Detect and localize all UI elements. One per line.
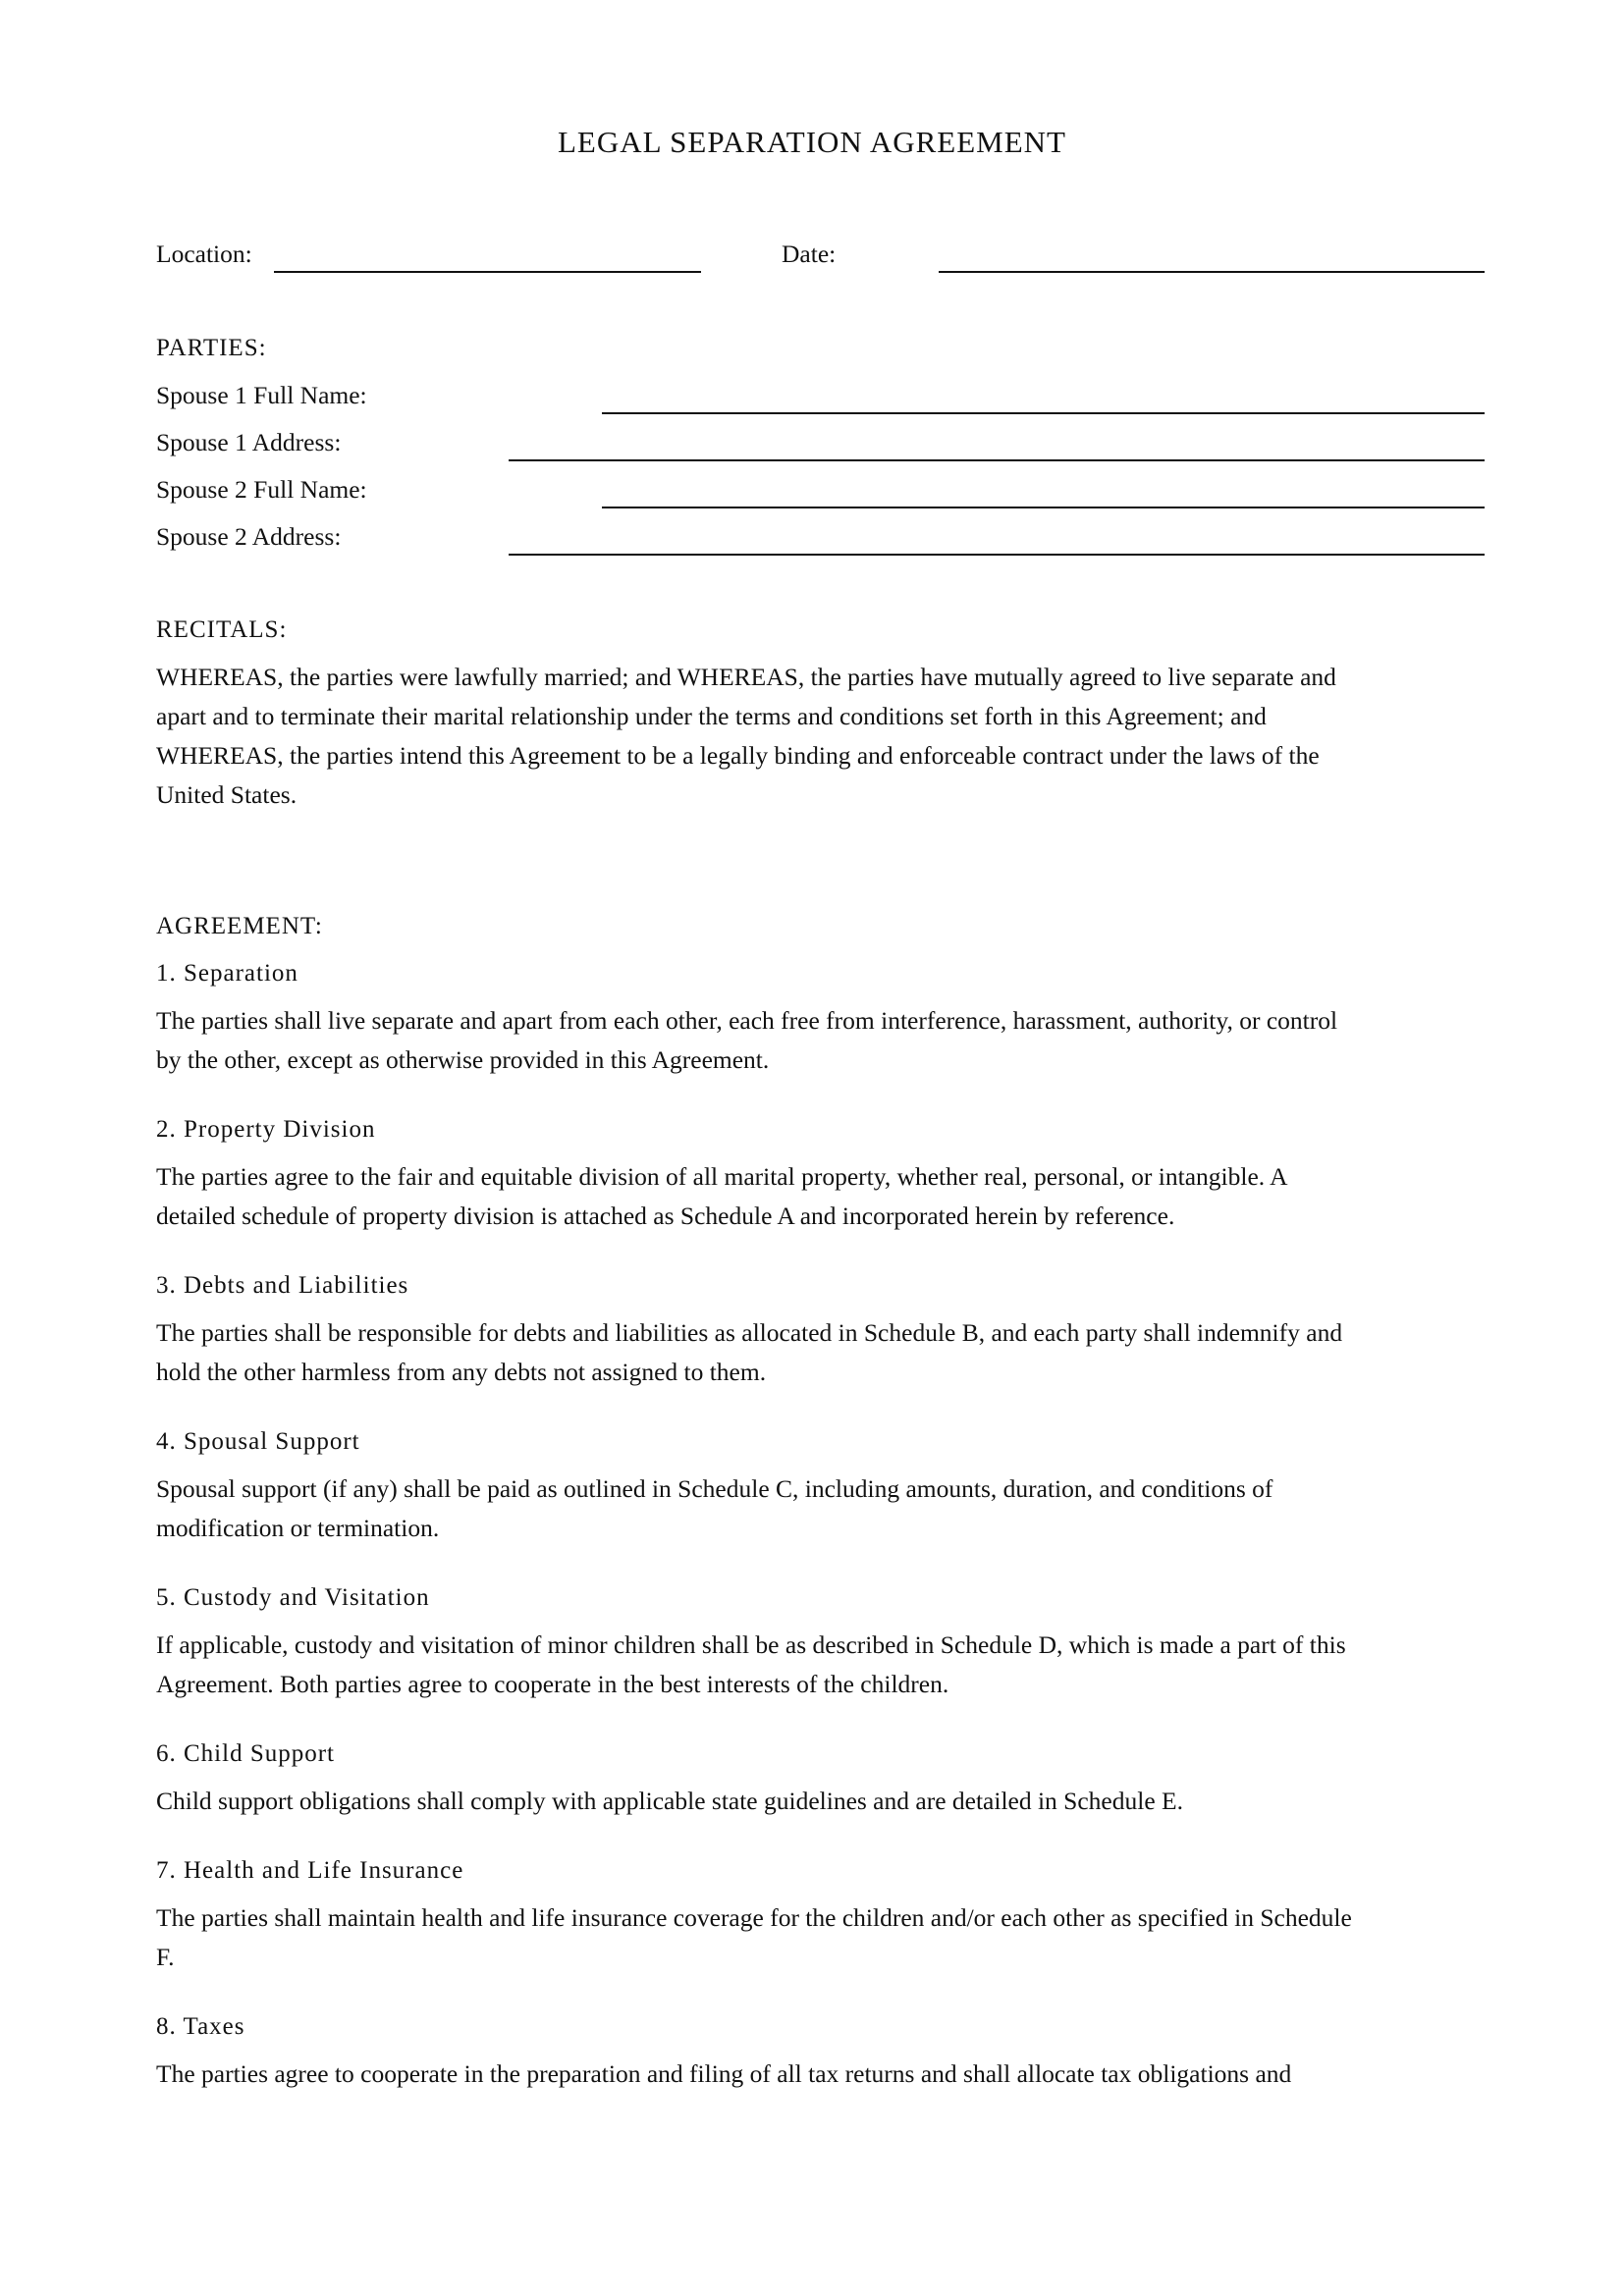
document-title: LEGAL SEPARATION AGREEMENT xyxy=(558,125,1066,159)
section-line: The parties shall be responsible for debts and liabilities as allocated in Schedule B, and each party shall indemnify and xyxy=(156,1318,1343,1347)
section-line: The parties agree to the fair and equitable division of all marital property, whether real, personal, or intangible. A xyxy=(156,1162,1288,1191)
section-title: 8. Taxes xyxy=(156,2013,245,2040)
section-line: The parties shall live separate and apart from each other, each free from interference, harassment, authority, or control xyxy=(156,1006,1338,1035)
section-line: Spousal support (if any) shall be paid as outlined in Schedule C, including amounts, duration, and conditions of xyxy=(156,1474,1273,1503)
recitals-line: United States. xyxy=(156,780,298,809)
spouse2-name-field-line[interactable] xyxy=(602,507,1485,508)
section-line: hold the other harmless from any debts not assigned to them. xyxy=(156,1358,767,1386)
section-line: If applicable, custody and visitation of minor children shall be as described in Schedule D, which is made a part of this xyxy=(156,1630,1346,1659)
section-body xyxy=(156,1313,1482,1392)
agreement-heading: AGREEMENT: xyxy=(156,913,323,939)
spouse1-address-field-line[interactable] xyxy=(509,459,1485,461)
recitals-paragraph xyxy=(156,658,1482,815)
section-line: Agreement. Both parties agree to cooperate in the best interests of the children. xyxy=(156,1670,949,1698)
location-field-line[interactable] xyxy=(274,271,701,273)
date-label: Date: xyxy=(782,240,837,268)
section-title: 7. Health and Life Insurance xyxy=(156,1857,464,1884)
section-title: 6. Child Support xyxy=(156,1740,335,1767)
spouse2-address-field-line[interactable] xyxy=(509,554,1485,556)
section-body xyxy=(156,1782,1482,1821)
spouse2-address-label: Spouse 2 Address: xyxy=(156,522,342,551)
section-title: 4. Spousal Support xyxy=(156,1428,360,1455)
section-line: detailed schedule of property division is attached as Schedule A and incorporated herein by reference. xyxy=(156,1201,1175,1230)
section-title: 2. Property Division xyxy=(156,1116,376,1143)
spouse1-name-field-line[interactable] xyxy=(602,412,1485,414)
section-line: The parties agree to cooperate in the preparation and filing of all tax returns and shall allocate tax obligations and xyxy=(156,2059,1292,2088)
date-field-line[interactable] xyxy=(939,271,1485,273)
section-body xyxy=(156,1626,1482,1704)
section-body xyxy=(156,1157,1482,1236)
parties-heading: PARTIES: xyxy=(156,335,267,361)
recitals-line: WHEREAS, the parties intend this Agreement to be a legally binding and enforceable contract under the laws of the xyxy=(156,741,1320,770)
section-line: modification or termination. xyxy=(156,1514,440,1542)
spouse1-address-label: Spouse 1 Address: xyxy=(156,428,342,456)
spouse1-name-label: Spouse 1 Full Name: xyxy=(156,381,367,409)
section-body xyxy=(156,2055,1482,2094)
section-line: Child support obligations shall comply with applicable state guidelines and are detailed in Schedule E. xyxy=(156,1787,1183,1815)
section-line: by the other, except as otherwise provided in this Agreement. xyxy=(156,1045,770,1074)
location-label: Location: xyxy=(156,240,252,268)
section-line: F. xyxy=(156,1943,175,1971)
section-title: 1. Separation xyxy=(156,960,298,987)
section-body xyxy=(156,1001,1482,1080)
recitals-heading: RECITALS: xyxy=(156,616,288,643)
recitals-line: apart and to terminate their marital relationship under the terms and conditions set forth in this Agreement; and xyxy=(156,702,1267,730)
section-title: 3. Debts and Liabilities xyxy=(156,1272,409,1299)
section-title: 5. Custody and Visitation xyxy=(156,1584,430,1611)
section-body xyxy=(156,1469,1482,1548)
section-line: The parties shall maintain health and life insurance coverage for the children and/or each other as specified in Schedule xyxy=(156,1903,1352,1932)
recitals-line: WHEREAS, the parties were lawfully married; and WHEREAS, the parties have mutually agreed to live separate and xyxy=(156,663,1336,691)
spouse2-name-label: Spouse 2 Full Name: xyxy=(156,475,367,504)
section-body xyxy=(156,1898,1482,1977)
